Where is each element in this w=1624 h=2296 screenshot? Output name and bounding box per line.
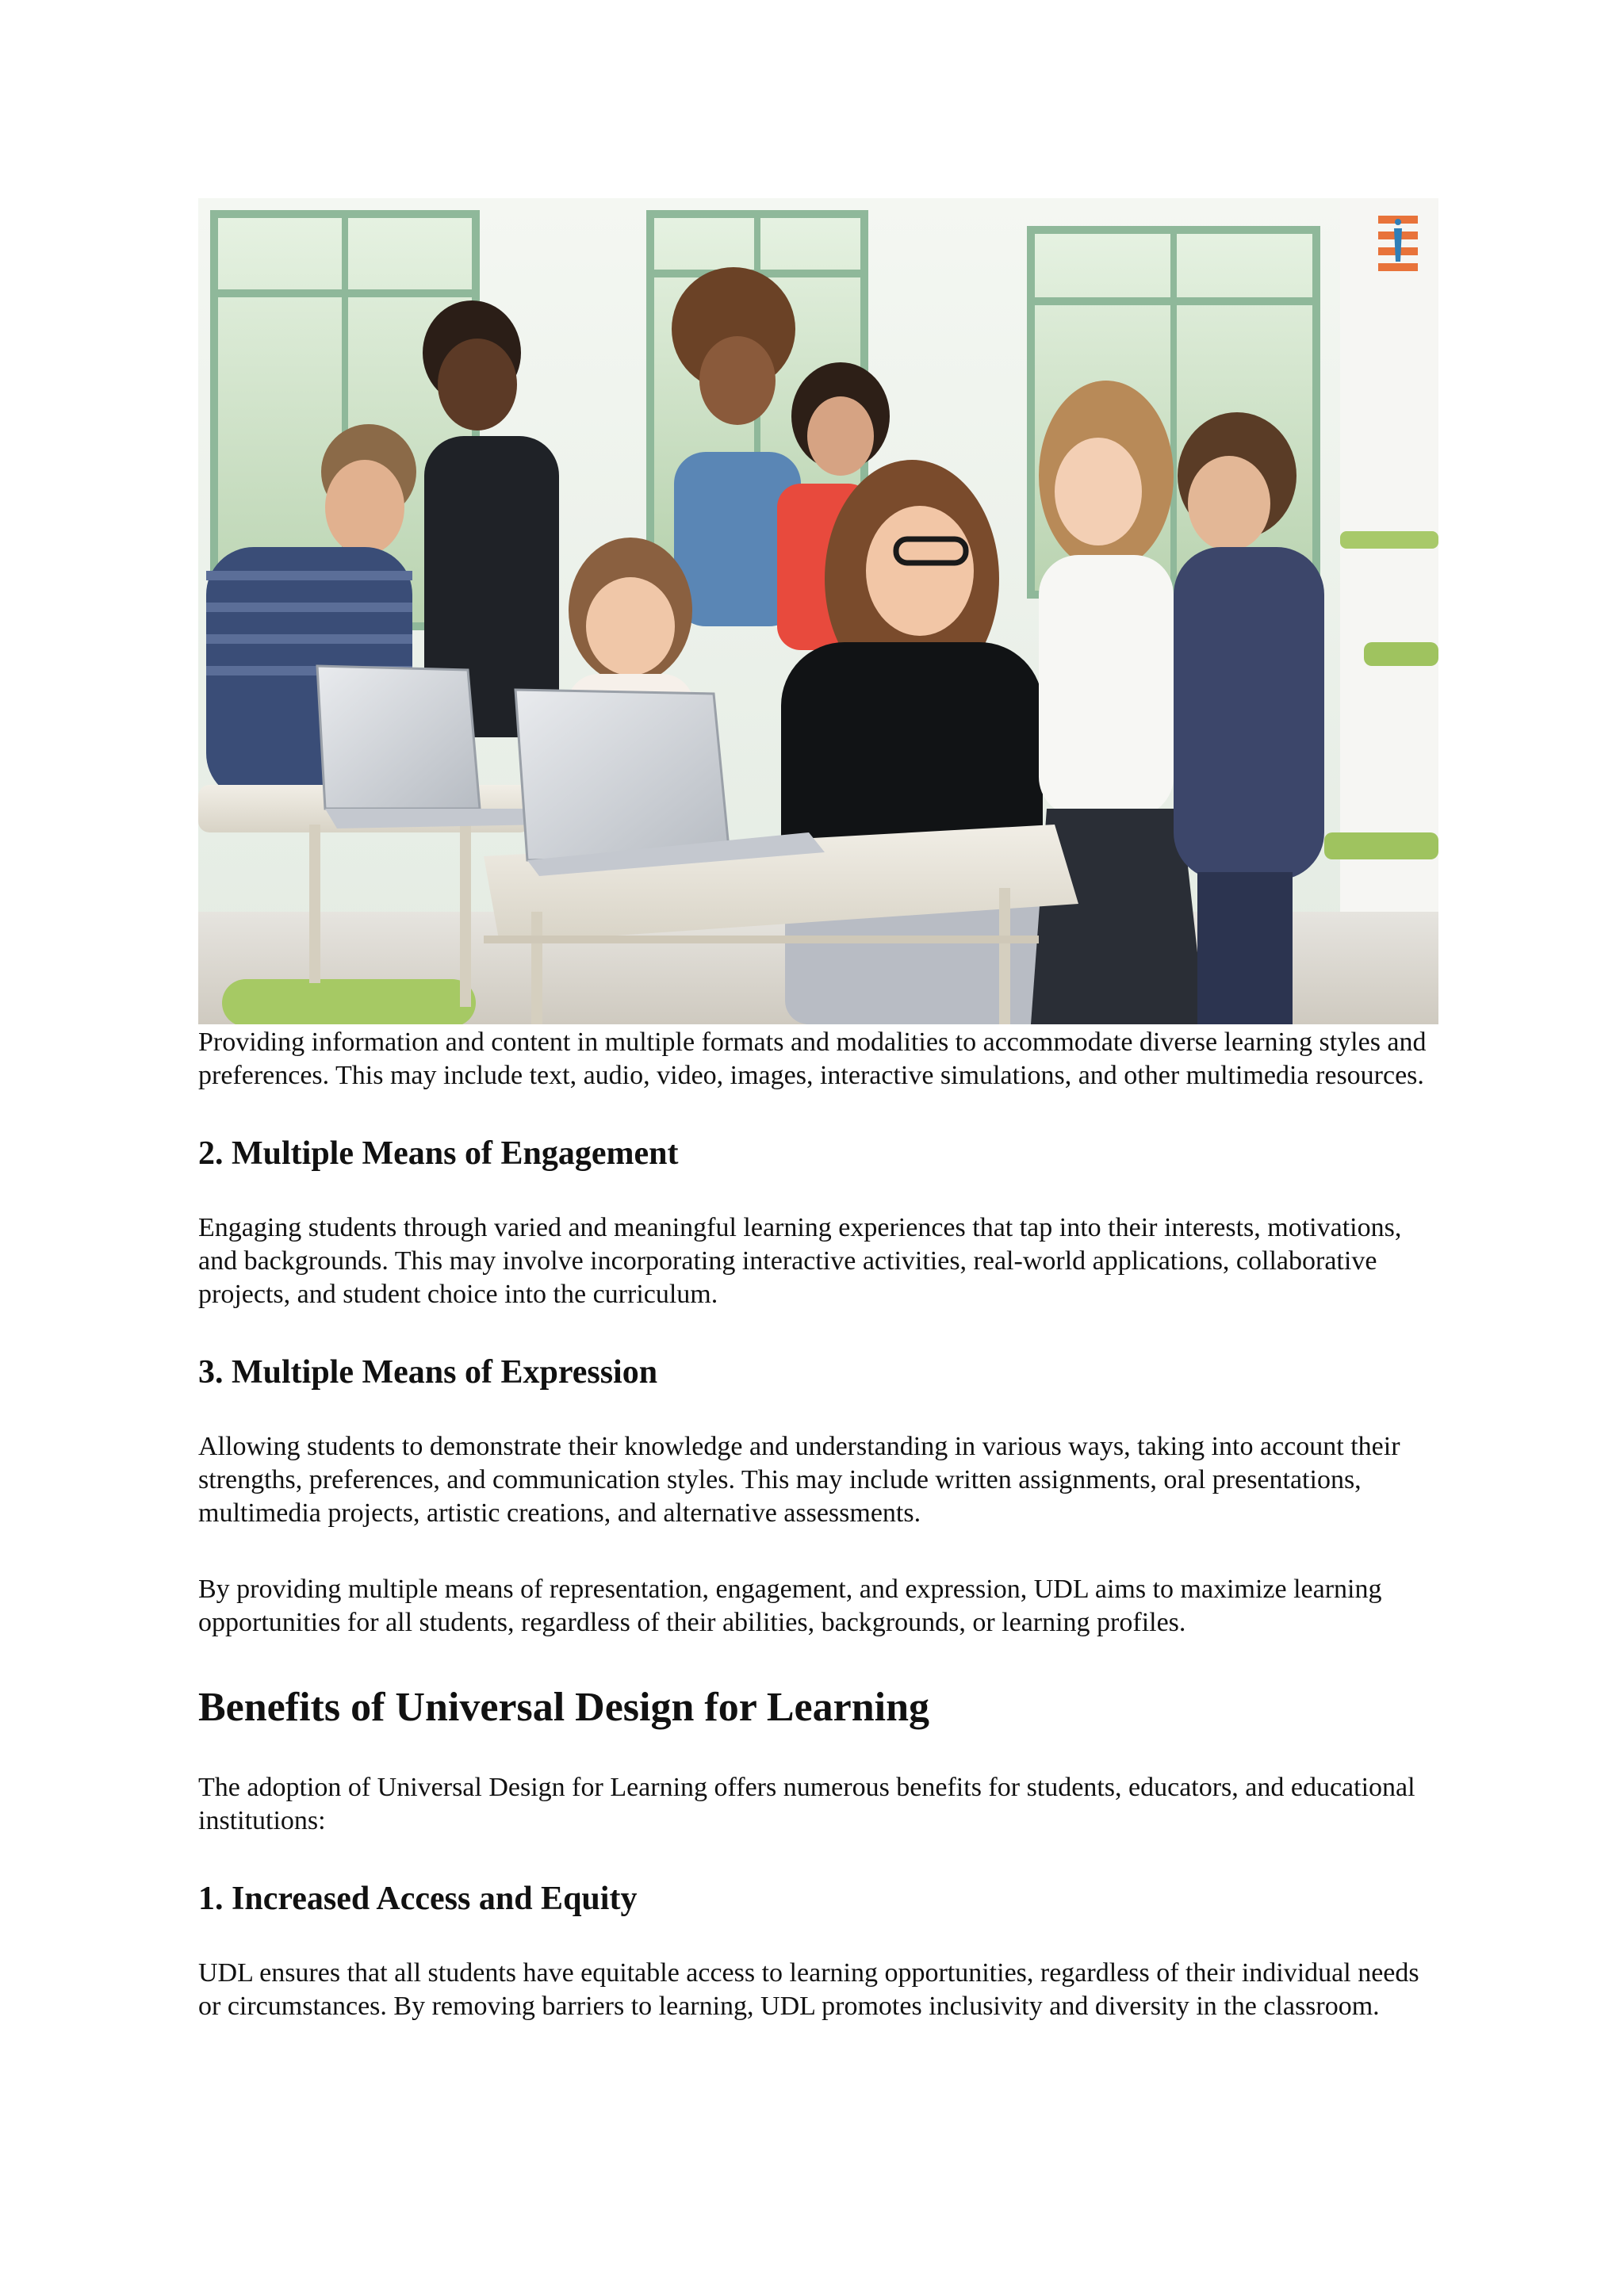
- paragraph-engagement: Engaging students through varied and meaningful learning experiences that tap into their interests, motivations, and backgrounds. This may involve incorporating interactive activities, real-world applications, collaborative projects, and student choice into the curriculum.: [198, 1213, 1402, 1309]
- heading-expression: 3. Multiple Means of Expression: [198, 1354, 658, 1391]
- hero-image: [198, 198, 1438, 1024]
- paragraph-expression: Allowing students to demonstrate their knowledge and understanding in various ways, taking into account their strengths, preferences, and communication styles. This may include written assignments, oral presentations, multimedia projects, artistic creations, and alternative assessments.: [198, 1432, 1400, 1528]
- brand-logo-icon: [1378, 216, 1418, 273]
- heading-benefits: Benefits of Universal Design for Learning: [198, 1685, 929, 1730]
- classroom-photo: [198, 198, 1438, 1024]
- image-caption: Providing information and content in multiple formats and modalities to accommodate diverse learning styles and preferences. This may include text, audio, video, images, interactive simulations, and other multimedia resources.: [198, 1027, 1427, 1090]
- paragraph-summary: By providing multiple means of representation, engagement, and expression, UDL aims to maximize learning opportunities for all students, regardless of their abilities, backgrounds, or learning profiles.: [198, 1575, 1382, 1637]
- paragraph-benefits: The adoption of Universal Design for Learning offers numerous benefits for students, educators, and educational institutions:: [198, 1773, 1415, 1835]
- heading-access: 1. Increased Access and Equity: [198, 1881, 638, 1917]
- heading-engagement: 2. Multiple Means of Engagement: [198, 1135, 679, 1172]
- paragraph-access: UDL ensures that all students have equitable access to learning opportunities, regardless of their individual needs or circumstances. By removing barriers to learning, UDL promotes inclusivity and diversity in the classroom.: [198, 1958, 1419, 2021]
- document-page: [198, 198, 1438, 2023]
